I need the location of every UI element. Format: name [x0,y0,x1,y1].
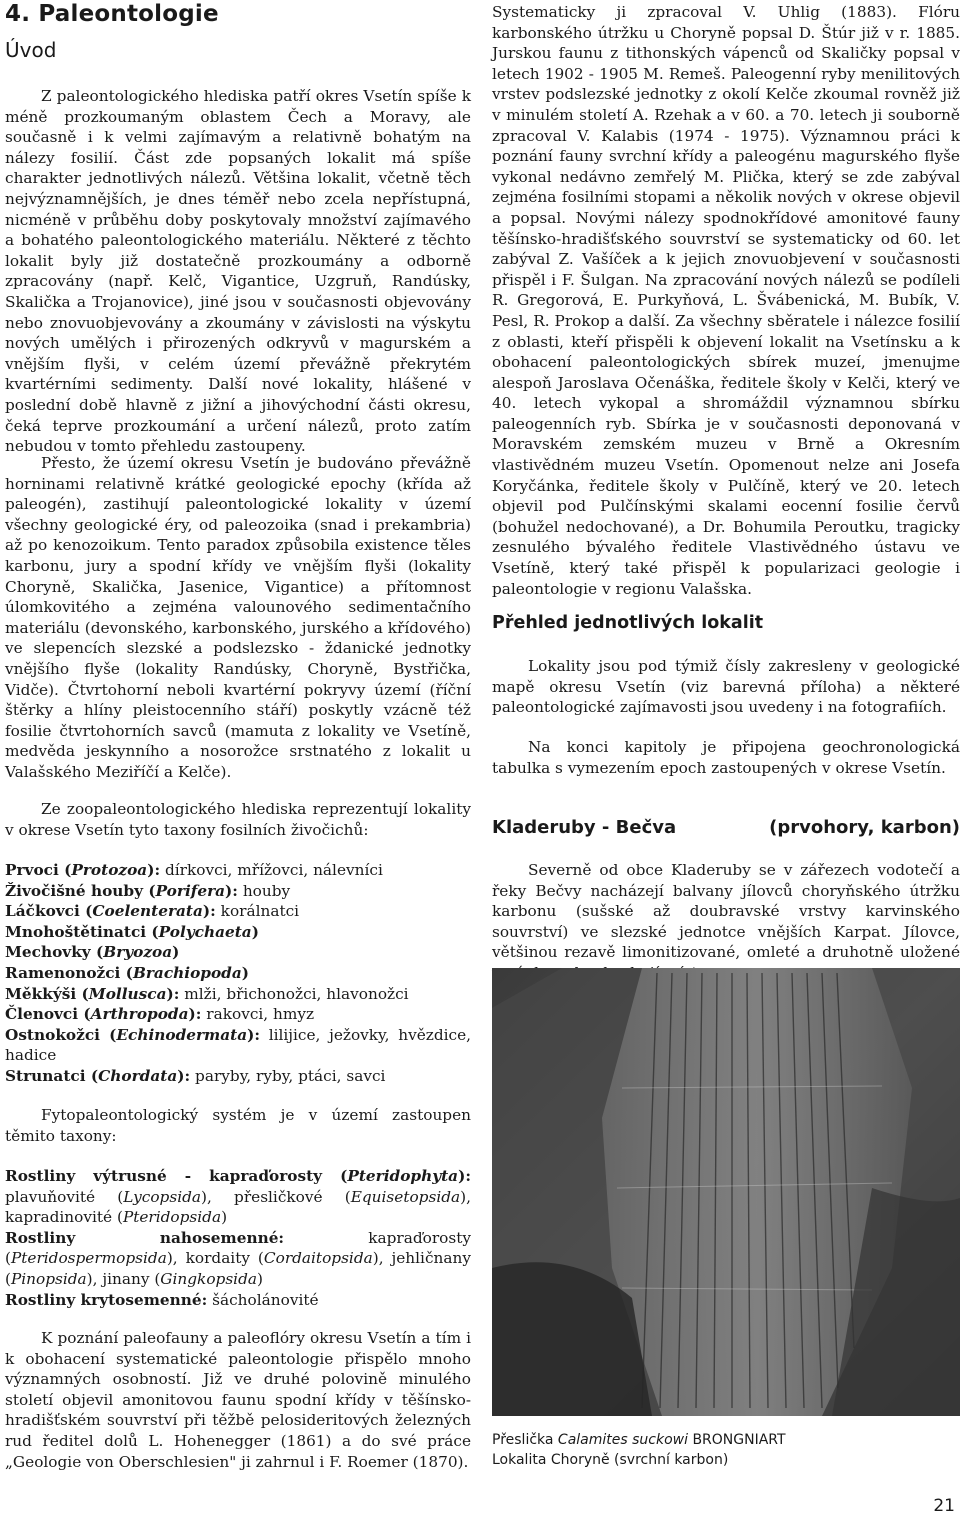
history-paragraph: K poznání paleofauny a paleoflóry okresu Vsetín a tím i k obohacení systematické paleontologie přispělo mnoho významných osobností. Již ve druhé polovině minulého století objevil amonitovou faunu spodní křídy v těšínsko-hradišťském souvrství při těžbě pelosideritových železných rud ředitel dolů L. Hohenegger (1861) a do své práce „Geologie von Oberschlesien" ji zahrnul i F. Roemer (1870). [5,1329,471,1471]
caption-line-2: Lokalita Choryně (svrchní karbon) [492,1452,729,1468]
fauna-entry: Strunatci (Chordata): paryby, ryby, ptáci, savci [5,1066,386,1085]
flora-entry: Rostliny nahosemenné: kapraďorosty (Pteridospermopsida), kordaity (Cordaitopsida), jehličnany (Pinopsida), jinany (Gingkopsida) [5,1228,471,1288]
fauna-entry: Láčkovci (Coelenterata): korálnatci [5,902,300,921]
fauna-entry: Mechovky (Bryozoa) [5,943,180,962]
fauna-entry: Členovci (Arthropoda): rakovci, hmyz [5,1005,315,1024]
locality-age: (prvohory, karbon) [769,817,960,838]
localities-section-title: Přehled jednotlivých lokalit [492,613,764,633]
section-subtitle: Úvod [5,38,57,62]
left-column [5,0,471,1523]
fauna-entry: Ostnokožci (Echinodermata): lilijice, ježovky, hvězdice, hadice [5,1025,471,1065]
locality-name: Kladeruby - Bečva [492,817,677,838]
zoo-intro-paragraph: Ze zoopaleontologického hlediska reprezentují lokality v okrese Vsetín tyto taxony fosilních živočichů: [5,800,471,839]
flora-intro-paragraph: Fytopaleontologický systém je v území zastoupen těmito taxony: [5,1106,471,1145]
fauna-entry: Živočišné houby (Porifera): houby [5,881,291,900]
flora-entry: Rostliny výtrusné - kapraďorosty (Pteridophyta): plavuňovité (Lycopsida), přesličkové (Equisetopsida), kapradinovité (Pteridopsida) [5,1167,471,1227]
locality-header [492,817,960,839]
right-column [492,0,960,1523]
intro-paragraph: Z paleontologického hlediska patří okres Vsetín spíše k méně prozkoumaným oblastem Čech a Moravy, ale současně i k velmi zajímavým a relativně bohatým na nálezy fosilií. Část zde popsaných lokalit má spíše charakter jednotlivých nálezů. Většina lokalit, včetně těch nejvýznamnějších, je dnes téměř nebo zcela nepřístupná, nicméně v průběhu doby poskytovaly množství zajímavého a bohatého paleontologického materiálu. Některé z těchto lokalit byly již dostatečně prozkoumány a odborně zpracovány (např. Kelč, Vigantice, Uzgruň, Randúsky, Skalička a Trojanovice), jiné jsou v současnosti objevovány nebo znovuobjevovány a zkoumány v závislosti na výskytu nových umělých i přirozených odkryvů v magurském a vnějším flyši, v celém území převážně překrytém kvartérními sedimenty. Další nové lokality, hlášené v poslední době hlavně z jižní a jihovýchodní části okresu, čeká teprve prozkoumání a určení nálezů, proto zatím nebudou v tomto přehledu zastoupeny. [5,87,471,456]
flora-list [5,1166,471,1310]
localities-intro-paragraph: Lokality jsou pod týmiž čísly zakresleny v geologické mapě okresu Vsetín (viz barevná příloha) a některé paleontologické zajímavosti jsou uvedeny i na fotografiích. [492,657,960,717]
fauna-list [5,860,471,1087]
chapter-title: 4. Paleontologie [5,1,219,27]
flora-entry: Rostliny krytosemenné: šácholánovité [5,1290,319,1309]
photo-caption [492,1430,786,1470]
fauna-entry: Měkkýši (Mollusca): mlži, břichonožci, hlavonožci [5,984,409,1003]
geochronology-note-paragraph: Na konci kapitoly je připojena geochronologická tabulka s vymezením epoch zastoupených v okrese Vsetín. [492,738,960,777]
fossil-photo [492,968,960,1416]
history-continued-paragraph: Systematicky ji zpracoval V. Uhlig (1883). Flóru karbonského útržku u Choryně popsal D. Štúr již v r. 1885. Jurskou faunu z tithonských vápenců od Skaličky popsal v letech 1902 - 1905 M. Remeš. Paleogenní ryby menilitových vrstev podslezské jednotky z okolí Kelče zkoumal rovněž již v minulém století A. Rzehak a v 60. a 70. letech ji souborně zpracoval V. Kalabis (1974 - 1975). Významnou práci k poznání fauny svrchní křídy a paleogénu magurského flyše vykonal nedávno zemřelý M. Plička, který se zde zabýval zejména fosilními stopami a několik nových v okrese objevil a popsal. Novými nálezy spodnokřídové amonitové fauny těšínsko-hradišťského souvrství se systematicky od 60. let zabýval Z. Vašíček a k jejich znovuobjevení v současnosti přispěl i F. Šulgan. Na zpracování nových nálezů se podíleli R. Gregorová, E. Purkyňová, L. Švábenická, M. Bubík, V. Pesl, R. Prokop a další. Za všechny sběratele i nálezce fosilií z oblasti, kteří přispěli k objevení lokalit na Vsetínsku a k obohacení paleontologických sbírek muzeí, jmenujme alespoň Jaroslava Očenáška, ředitele školy v Kelči, který ve 40. letech vykopal a shromáždil významnou sbírku paleogenních ryb. Sbírka je v současnosti deponovaná v Moravském zemském muzeu v Brně a Okresním vlastivědném muzeu Vsetín. Opomenout nelze ani Josefa Koryčánka, ředitele školy v Pulčíně, který ve 20. letech objevil pod Pulčínskými skalami eocenní fosilie červů (bohužel nedochované), a Dr. Bohumila Peroutku, tragicky zesnulého bývalého ředitele Vlastivědného ústavu ve Vsetíně, který také přispěl k popularizaci geologie i paleontologie v regionu Valašska. [492,3,960,598]
fauna-entry: Mnohoštětinatci (Polychaeta) [5,922,259,941]
geology-paragraph: Přesto, že území okresu Vsetín je budováno převážně horninami relativně krátké geologické epochy (křída až paleogén), zastihují paleontologické lokality v území všechny geologické éry, od paleozoika (snad i prekambria) až po kenozoikum. Tento paradox způsobila existence těles karbonu, jury a spodní křídy ve vnějším flyši (lokality Choryně, Skalička, Jasenice, Vigantice) a přítomnost úlomkovitého a zejména valounového sedimentačního materiálu (devonského, karbonského, jurského a křídového) ve slepencích slezské a podslezsko - ždanické jednotky vnějšího flyše (lokality Randúsky, Choryně, Bystřička, Vidče). Čtvrtohorní neboli kvartérní pokryvy území (říční štěrky a hlíny pleistocenního stáří) poskytly vzácně též fosilie čtvrtohorních savců (mamuta z lokality ve Vsetíně, medvěda jeskynního a nosorožce srstnatého z lokalit u Valašského Meziříčí a Kelče). [5,454,471,781]
caption-line-1: Přeslička Calamites suckowi BRONGNIART [492,1432,786,1448]
fauna-entry: Prvoci (Protozoa): dírkovci, mřížovci, nálevníci [5,861,383,879]
locality-description: Severně od obce Kladeruby se v zářezech vodotečí a řeky Bečvy nacházejí balvany jílovců choryňského útržku karbonu (sušské až doubravské vrstvy karvinského souvrství) ve slezské jednotce vnějších Karpat. Jílovce, většinou rezavě limonitizované, omleté a druhotně uložené [492,861,960,962]
fauna-entry: Ramenonožci (Brachiopoda) [5,963,250,982]
page-number: 21 [933,1496,955,1516]
